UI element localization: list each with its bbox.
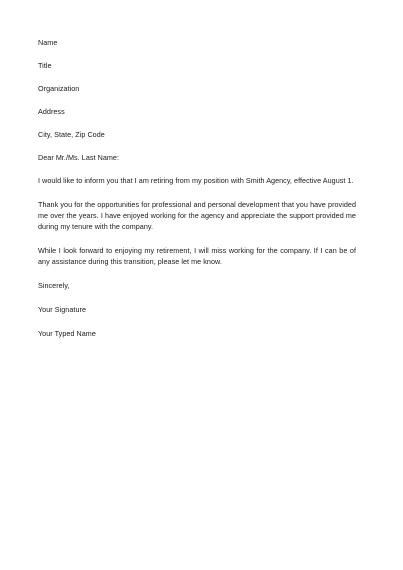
- recipient-address: Address: [38, 107, 65, 116]
- salutation: Dear Mr./Ms. Last Name:: [38, 153, 120, 162]
- body-paragraph-1: I would like to inform you that I am retiring from my position with Smith Agency, effective August 1.: [38, 176, 354, 185]
- recipient-title: Title: [38, 61, 52, 70]
- recipient-organization: Organization: [38, 84, 80, 93]
- recipient-city-state-zip: City, State, Zip Code: [38, 130, 105, 139]
- body-paragraph-3: While I look forward to enjoying my retirement, I will miss working for the company. If I can be of any assistance during this transition, please let me know.: [38, 246, 356, 266]
- signature-line: Your Signature: [38, 305, 86, 314]
- retirement-letter: [38, 37, 356, 339]
- recipient-name: Name: [38, 38, 58, 47]
- body-paragraph-2: Thank you for the opportunities for professional and personal development that you have provided me over the years. I have enjoyed working for the agency and appreciate the support provided me during my tenure with the company.: [38, 200, 356, 231]
- typed-name: Your Typed Name: [38, 329, 96, 338]
- closing: Sincerely,: [38, 281, 70, 290]
